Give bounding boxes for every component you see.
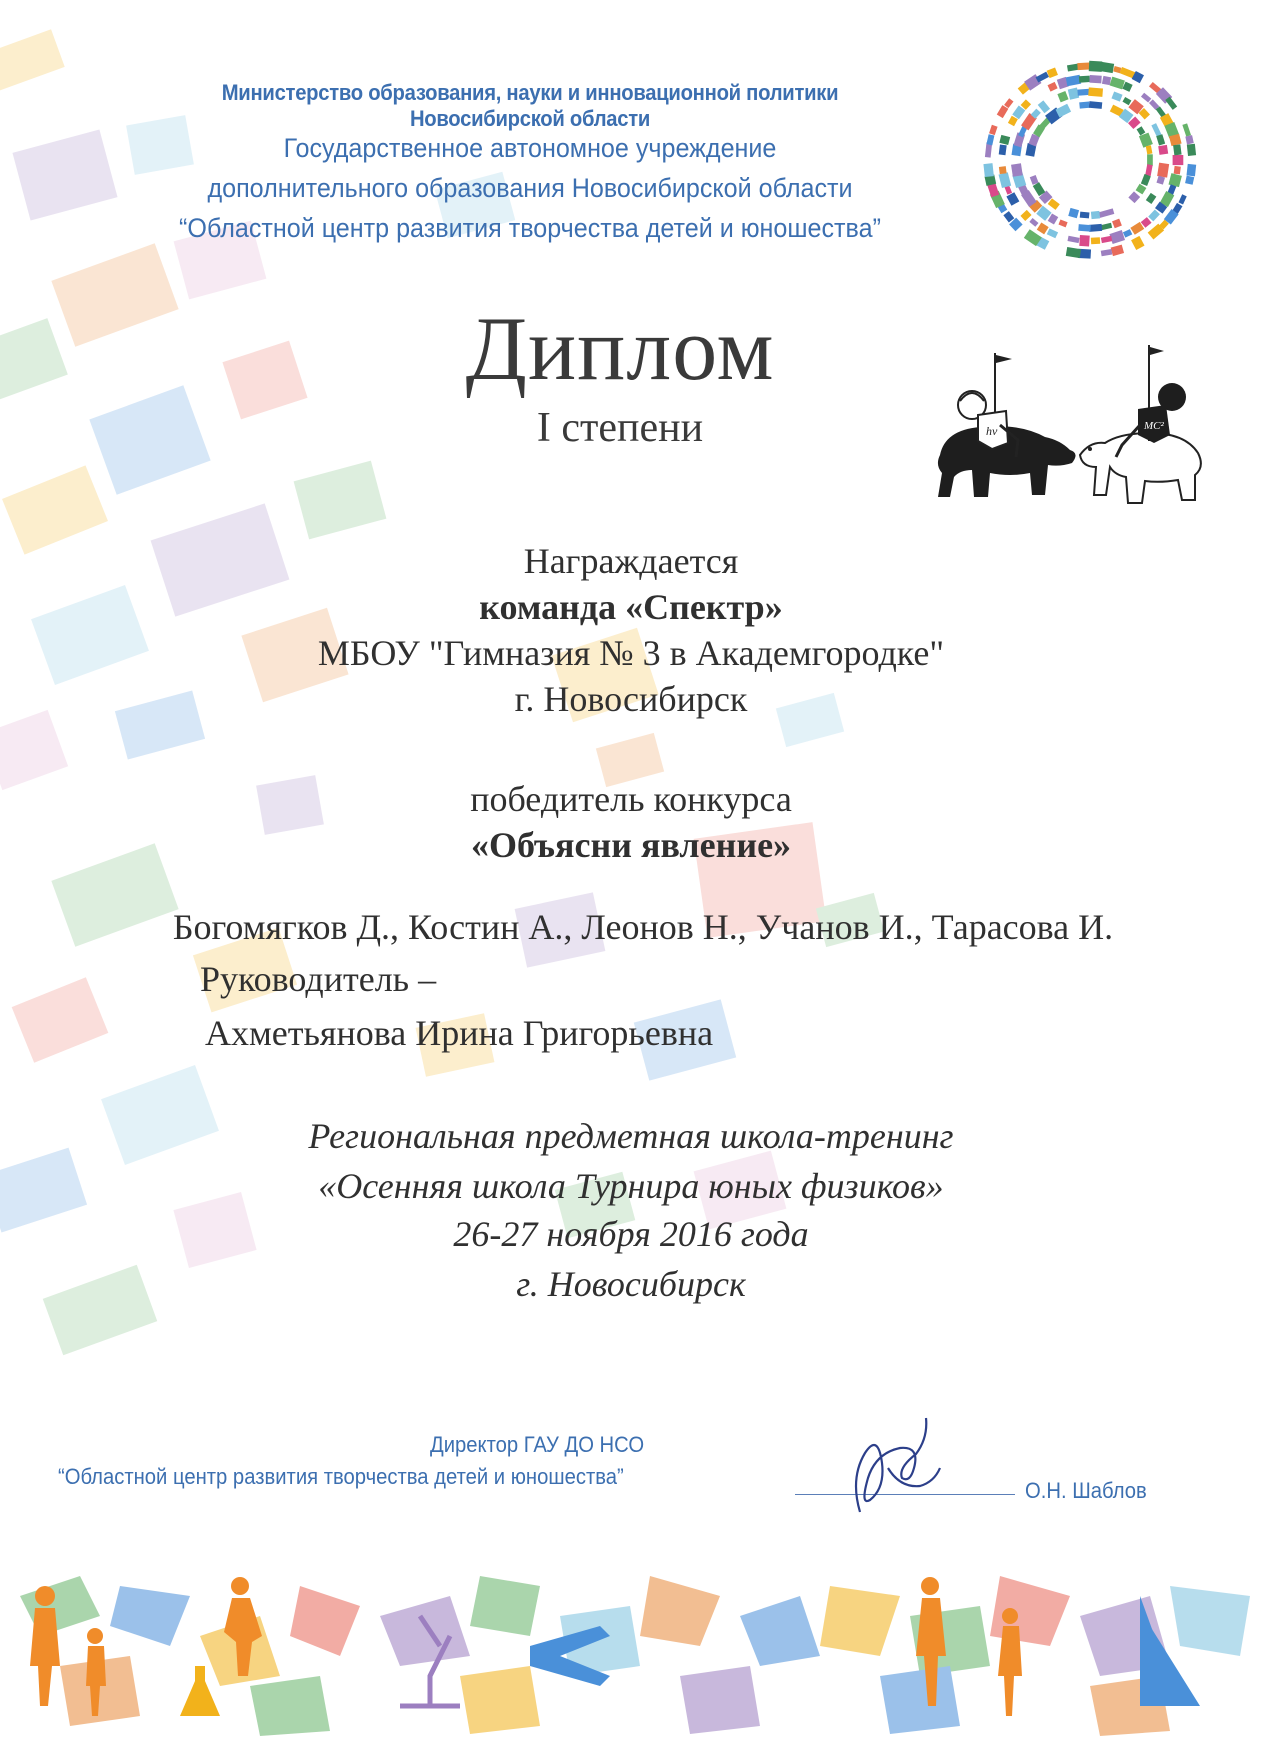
handwritten-signature (830, 1408, 970, 1528)
event-name: «Осенняя школа Турнира юных физиков» (318, 1166, 944, 1206)
signatory-name: О.Н. Шаблов (1025, 1478, 1147, 1503)
signatory-position: Директор ГАУ ДО НСО (430, 1432, 645, 1457)
white-bear-icon (1080, 433, 1201, 503)
contest-name: «Объясни явление» (470, 825, 792, 865)
diploma-degree: I степени (536, 405, 704, 451)
team-name: команда «Спектр» (479, 587, 783, 627)
org-line-1: Государственное автономное учреждение (283, 133, 777, 163)
signatory-organization: “Областной центр развития творчества детей и юношества” (58, 1464, 624, 1489)
supervisor-label: Руководитель – (200, 959, 437, 999)
school-name: МБОУ "Гимназия № 3 в Академгородке" (317, 633, 945, 673)
event-title: Региональная предметная школа-тренинг (308, 1116, 954, 1156)
winner-label: победитель конкурса (470, 779, 792, 819)
diploma-title: Диплом (465, 300, 775, 399)
svg-text:MC²: MC² (1144, 420, 1164, 432)
event-dates: 26-27 ноября 2016 года (453, 1214, 809, 1254)
event-city: г. Новосибирск (516, 1264, 746, 1304)
knights-on-bears-illustration (920, 345, 1220, 540)
bottom-activity-strip (0, 1556, 1262, 1748)
school-city: г. Новосибирск (514, 679, 748, 719)
supervisor-name: Ахметьянова Ирина Григорьевна (205, 1013, 714, 1053)
org-line-2: дополнительного образования Новосибирской области (207, 173, 853, 203)
svg-text:hv: hv (986, 424, 998, 438)
team-members: Богомягков Д., Костин А., Леонов Н., Учанов И., Тарасова И. (172, 907, 1114, 947)
ocrtdyu-logo (965, 45, 1215, 275)
org-line-3: “Областной центр развития творчества детей и юношества” (179, 213, 881, 243)
awarded-label: Награждается (523, 541, 739, 581)
ministry-name: Министерство образования, науки и инновационной политики Новосибирской области (221, 80, 839, 131)
